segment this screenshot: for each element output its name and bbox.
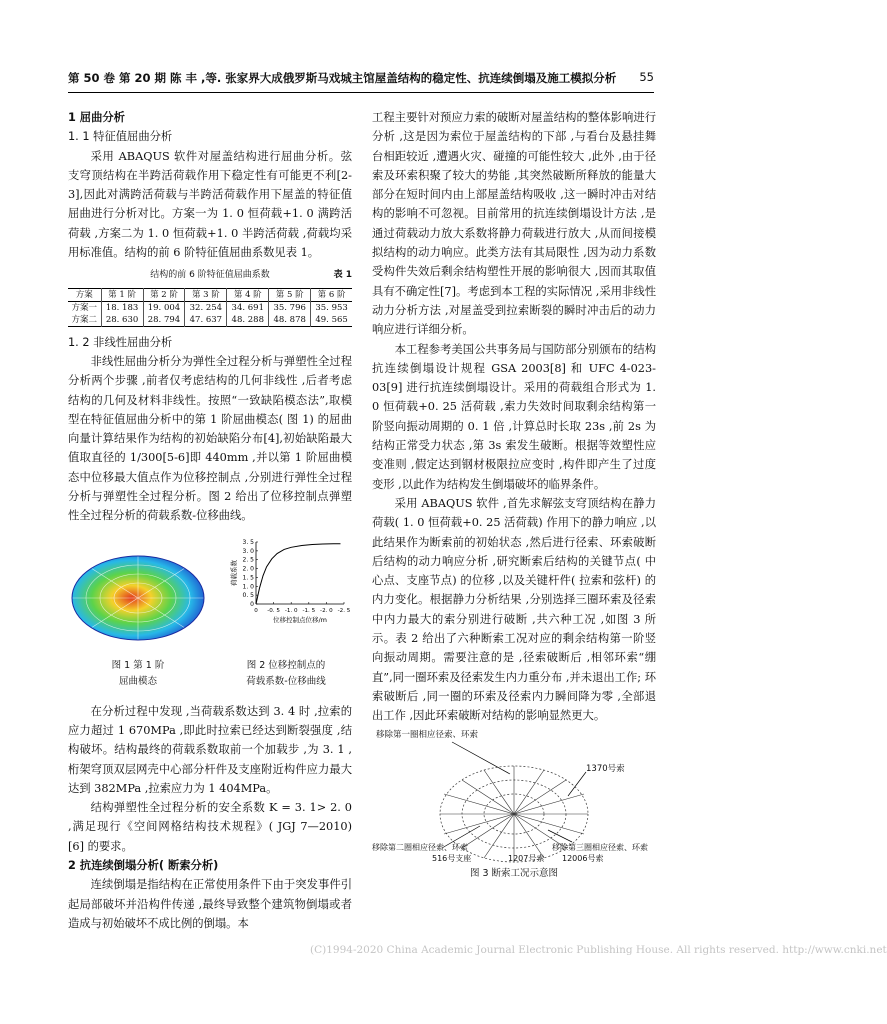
table-cell: 28. 794 <box>143 314 185 327</box>
y-tick-label: 1. 0 <box>242 582 254 590</box>
table-header-cell: 第 4 阶 <box>227 288 269 301</box>
running-header <box>68 70 654 86</box>
x-tick-label: -2. 0 <box>320 607 333 614</box>
table-1-title: 结构的前 6 阶特征值屈曲系数 <box>150 270 270 281</box>
right-column <box>372 108 656 879</box>
x-tick-label: -2. 5 <box>337 607 351 614</box>
table-header-cell: 第 6 阶 <box>311 288 352 301</box>
page-number: 55 <box>639 70 654 84</box>
table-header-row <box>68 288 352 301</box>
x-tick-label: -1. 0 <box>284 607 298 614</box>
y-tick-label: 2. 0 <box>242 565 254 573</box>
table-body <box>68 301 352 326</box>
figure-2-caption: 图 2 位移控制点的 荷载系数-位移曲线 <box>246 659 326 687</box>
table-cell: 35. 796 <box>269 301 311 314</box>
section-1-2-heading: 1. 2 非线性屈曲分析 <box>68 335 173 349</box>
table-1 <box>68 288 352 327</box>
y-tick-label: 3. 5 <box>242 538 254 546</box>
figure-3 <box>372 729 656 879</box>
fig3-label-ring1: 移除第一圈相应径索、环索 <box>376 729 479 740</box>
fig3-label-1370: 1370号索 <box>586 763 625 774</box>
table-header-cell: 方案 <box>75 289 93 300</box>
figure-3-caption: 图 3 断索工况示意图 <box>469 867 559 879</box>
y-tick-label: 0 <box>250 600 254 608</box>
table-cell: 19. 004 <box>143 301 185 314</box>
table-cell: 方案一 <box>71 302 98 313</box>
x-tick-label: -0. 5 <box>267 607 280 614</box>
figure-3-cable-break-diagram <box>372 730 656 860</box>
load-displacement-line <box>256 543 340 603</box>
table-header-cell: 第 2 阶 <box>143 288 185 301</box>
header-rule <box>68 92 654 93</box>
section-1-heading: 1 屈曲分析 <box>68 111 125 124</box>
table-header-cell: 第 5 阶 <box>269 288 311 301</box>
paragraph-safety-factor: 结构弹塑性全过程分析的安全系数 K = 3. 1> 2. 0 ,满足现行《空间网格结构技术规程》( JGJ 7—2010) [6] 的要求。 <box>68 801 352 853</box>
figures-1-2 <box>68 532 352 702</box>
x-tick-label: 0 <box>254 607 258 614</box>
table-row <box>68 314 352 327</box>
table-cell: 32. 254 <box>185 301 227 314</box>
table-header-cell: 第 1 阶 <box>101 288 143 301</box>
paragraph-abaqus: 采用 ABAQUS 软件 ,首先求解弦支穹顶结构在静力荷载( 1. 0 恒荷载+0. 25 活荷载) 作用下的静力响应 ,以此结果作为断索前的初始状态 ,然后进行径索、环索破断后结构的动力响应分析 ,研究断索后结构的关键节点( 中心点、支座节点) 的位移 ,以及关键杆件( 拉索和弦杆) 的内力变化。根据静力分析结果 ,分别选择三圈环索及径索中内力最大的索分别进行破断 ,共六种工况 ,如图 3 所示。表 2 给出了六种断索工况对应的剩余结构第一阶竖向振动周期。需要注意的是 ,径索破断后 ,相邻环索“绷直”,同一圈环索及径索发生内力重分布 ,并未退出工作; 环索破断后 ,同一圈的环索及径索内力瞬间降为零 ,全部退出工作 ,因此环索破断对结构的影响显然更大。 <box>372 496 656 723</box>
y-tick-label: 2. 5 <box>242 556 254 564</box>
fig3-label-12006: 12006号索 <box>562 853 604 863</box>
x-axis-label: 位移控制点位移/m <box>272 615 328 624</box>
y-tick-label: 0. 5 <box>242 591 254 599</box>
fig3-label-516: 516号支座 <box>432 853 472 863</box>
y-tick-label: 3. 0 <box>242 547 254 555</box>
paragraph-nonlinear: 非线性屈曲分析分为弹性全过程分析与弹塑性全过程分析两个步骤 ,前者仅考虑结构的几何非线性 ,后者考虑结构的几何及材料非线性。按照“一致缺陷模态法”,取模型在特征值屈曲分析中的第 1 阶屈曲模态( 图 1) 的屈曲向量计算结果作为结构的初始缺陷分布[4],初始缺陷最大值取直径的 1/300[5-6]即 440mm ,并以第 1 阶屈曲模态中位移最大值点作为位移控制点 ,分别进行弹性全过程分析与弹塑性全过程分析。图 2 给出了位移控制点弹塑性全过程分析的荷载系数-位移曲线。 <box>68 354 352 523</box>
paragraph-eigen: 采用 ABAQUS 软件对屋盖结构进行屈曲分析。弦支穹顶结构在半跨活荷载作用下稳定性有可能更不利[2-3],因此对满跨活荷载与半跨活荷载作用下屋盖的特征值屈曲进行分析对比。方案一为 1. 0 恒荷载+1. 0 满跨活荷载 ,方案二为 1. 0 恒荷载+1. 0 半跨活荷载 ,荷载均采用标准值。结构的前 6 阶特征值屈曲系数见表 1。 <box>68 149 352 260</box>
figure-1-buckling-mode <box>68 546 208 648</box>
table-header-cell: 第 3 阶 <box>185 288 227 301</box>
table-cell: 34. 691 <box>227 301 269 314</box>
x-tick-label: -1. 5 <box>302 607 316 614</box>
table-cell: 35. 953 <box>311 301 352 314</box>
table-cell: 47. 637 <box>185 314 227 327</box>
paragraph-gsa: 本工程参考美国公共事务局与国防部分别颁布的结构抗连续倒塌设计规程 GSA 2003[8] 和 UFC 4-023-03[9] 进行抗连续倒塌设计。采用的荷载组合形式为 1. 0 恒荷载+0. 25 活荷载 ,索力失效时间取剩余结构第一阶竖向振动周期的 0. 1 倍 ,计算总时长取 23s ,前 2s 为结构正常受力状态 ,第 3s 索发生破断。根据等效塑性应变准则 ,假定达到钢材极限拉应变时 ,构件即产生了过度变形 ,以此作为结构发生倒塌破坏的临界条件。 <box>372 342 656 491</box>
y-axis-label: 荷载系数 <box>230 559 238 586</box>
table-cell: 方案二 <box>71 314 98 325</box>
fig3-label-ring2: 移除第二圈相应径索、环索 <box>372 842 468 852</box>
table-1-number: 表 1 <box>333 270 352 281</box>
y-tick-label: 1. 5 <box>242 574 254 582</box>
figure-2-load-displacement-chart <box>226 538 356 628</box>
paragraph-collapse: 连续倒塌是指结构在正常使用条件下由于突发事件引起局部破坏并沿构件传递 ,最终导致整个建筑物倒塌或者造成与初始破坏不成比例的倒塌。本 <box>68 878 352 930</box>
fig3-label-1207: 1207号索 <box>508 853 545 863</box>
table-cell: 18. 183 <box>101 301 143 314</box>
table-1-caption <box>68 266 352 285</box>
section-2-heading: 2 抗连续倒塌分析( 断索分析) <box>68 859 219 873</box>
table-cell: 48. 288 <box>227 314 269 327</box>
header-text: 第 50 卷 第 20 期 陈 丰 ,等. 张家界大成俄罗斯马戏城主馆屋盖结构的稳定性、抗连续倒塌及施工模拟分析 <box>68 71 617 85</box>
table-cell: 48. 878 <box>269 314 311 327</box>
figure-1-caption: 图 1 第 1 阶 屈曲模态 <box>111 659 165 687</box>
table-row <box>68 301 352 314</box>
paragraph-cable-impact: 工程主要针对预应力索的破断对屋盖结构的整体影响进行分析 ,这是因为索位于屋盖结构的下部 ,与看台及悬挂舞台相距较近 ,遭遇火灾、碰撞的可能性较大 ,此外 ,由于径索及环索积聚了较大的势能 ,其突然破断所释放的能量大部分在短时间内由上部屋盖结构吸收 ,这一瞬时冲击对结构的影响不可忽视。目前常用的抗连续倒塌设计方法 ,是通过荷载动力放大系数将静力荷载进行放大 ,从而间接模拟结构的动力响应。此类方法有其局限性 ,因为动力系数受构件失效后剩余结构塑性开展的影响很大 ,因而其取值具有不确定性[7]。考虑到本工程的实际情况 ,采用非线性动力分析方法 ,对屋盖受到拉索断裂的瞬时冲击后的动力响应进行详细分析。 <box>372 111 656 337</box>
fig3-label-ring3: 移除第三圈相应径索、环索 <box>552 842 648 852</box>
left-column <box>68 108 352 933</box>
table-cell: 49. 565 <box>311 314 352 327</box>
watermark: (C)1994-2020 China Academic Journal Electronic Publishing House. All rights reserved. http://www.cnki.net <box>310 944 887 956</box>
paragraph-failure: 在分析过程中发现 ,当荷载系数达到 3. 4 时 ,拉索的应力超过 1 670MPa ,即此时拉索已经达到断裂强度 ,结构破坏。结构最终的荷载系数取前一个加载步 ,为 3. 1 ,桁架穹顶双层网壳中心部分杆件及支座附近构件应力最大达到 382MPa ,拉索应力为 1 404MPa。 <box>68 704 352 795</box>
section-1-1-heading: 1. 1 特征值屈曲分析 <box>68 130 173 144</box>
table-cell: 28. 630 <box>101 314 143 327</box>
